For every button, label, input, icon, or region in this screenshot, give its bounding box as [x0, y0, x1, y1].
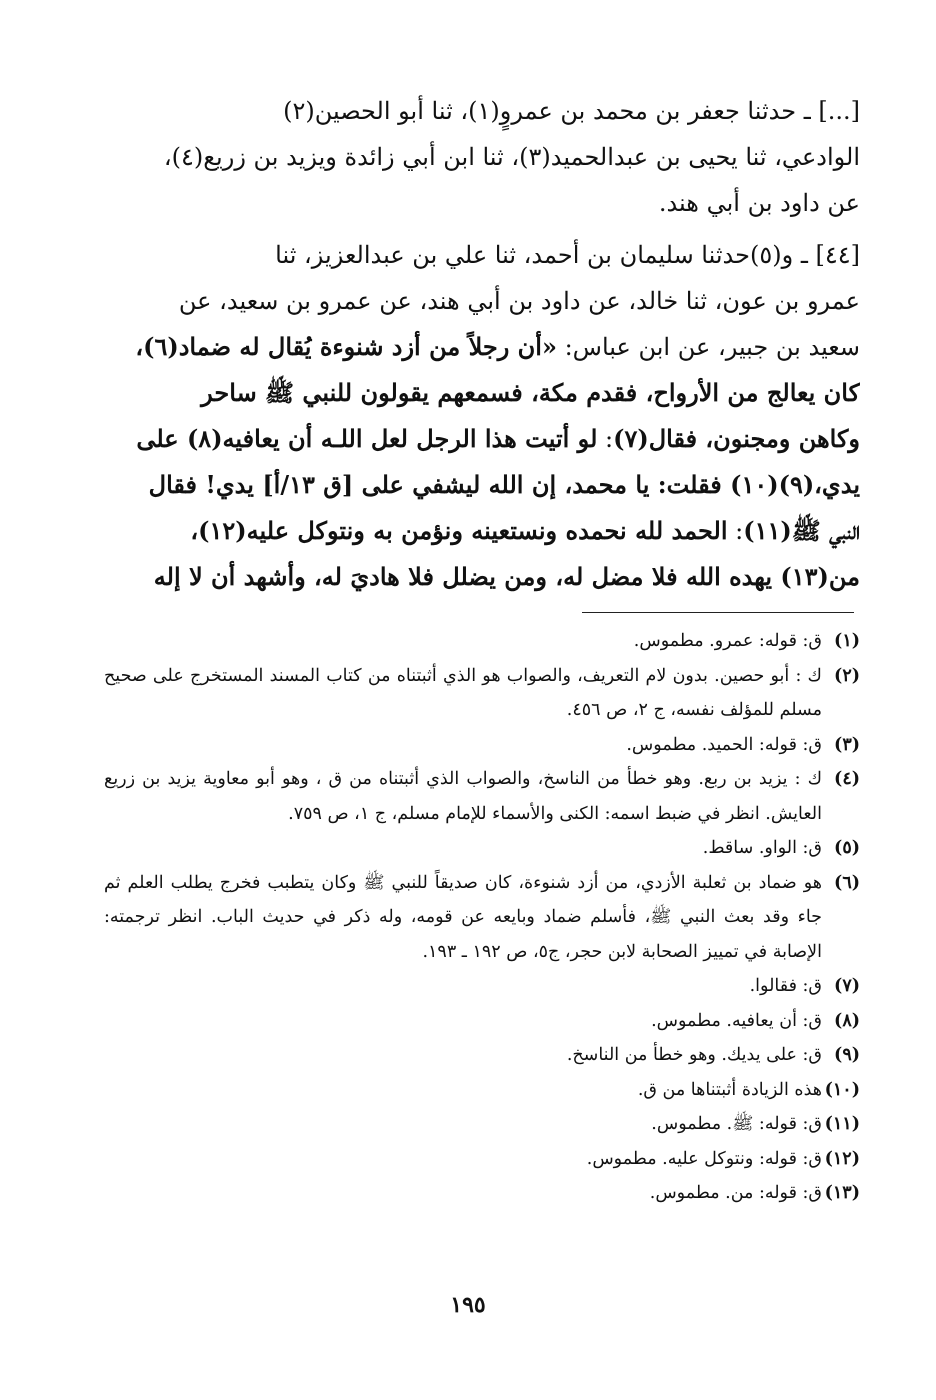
- footnote: [104, 1038, 860, 1073]
- footnote-text: ق: أن يعافيه. مطموس.: [651, 1010, 822, 1031]
- footnote-number: (٣): [834, 734, 860, 755]
- footnote-text: ق: فقالوا.: [749, 976, 822, 996]
- footnotes: [104, 624, 860, 1211]
- footnote: [104, 1073, 860, 1108]
- text-line: [104, 416, 860, 462]
- paragraph-hadith-44: [104, 232, 860, 600]
- footnote: [104, 728, 860, 763]
- text-line: [104, 324, 860, 370]
- footnote: [104, 624, 860, 659]
- footnote-text: ق: قوله: عمرو. مطموس.: [633, 631, 822, 651]
- main-text: [104, 88, 860, 606]
- matn-line: من(١٣) يهده الله فلا مضل له، ومن يضلل فلا هاديَ له، وأشهد أن لا إله: [153, 562, 860, 591]
- footnote: [104, 969, 860, 1004]
- footnote-number: (٦): [834, 872, 860, 893]
- footnote: [104, 762, 860, 831]
- footnote-text: ق: قوله: ونتوكل عليه. مطموس.: [586, 1148, 822, 1169]
- text-line: الوادعي، ثنا يحيى بن عبدالحميد(٣)، ثنا ابن أبي زائدة ويزيد بن زريع(٤)،: [163, 143, 860, 171]
- footnote: [104, 1176, 860, 1211]
- footnote-text: ق: قوله: ﷺ. مطموس.: [651, 1114, 822, 1134]
- footnote-number: (٧): [834, 976, 860, 996]
- footnote-number: (٤): [834, 769, 860, 789]
- paragraph-1: [104, 88, 860, 226]
- matn-line: يدي،(٩)(١٠) فقلت: يا محمد، إن الله ليشفي على [ق ١٣/أ] يدي! فقال: [148, 470, 860, 499]
- matn-text: الحمد لله نحمده ونستعينه ونؤمن به ونتوكل عليه(١٢)،: [190, 516, 728, 545]
- footnote-number: (١١): [824, 1114, 860, 1134]
- footnote: [104, 831, 860, 866]
- matn-text: وكاهن ومجنون، فقال(٧): [613, 424, 860, 453]
- footnote-number: (٥): [834, 838, 860, 858]
- footnote: [104, 1107, 860, 1142]
- text-line: عمرو بن عون، ثنا خالد، عن داود بن أبي هند، عن عمرو بن سعيد، عن: [178, 287, 860, 315]
- footnote: [104, 1142, 860, 1177]
- footnote-text: ك : يزيد بن ربع. وهو خطأ من الناسخ، والصواب الذي أثبتناه من ق ، وهو أبو معاوية يزيد بن زريع العايش. انظر في ضبط اسمه: الكنى والأسماء للإمام مسلم، ج ١، ص ٧٥٩.: [104, 769, 822, 824]
- footnote-number: (٢): [834, 665, 860, 686]
- footnote-text: ق: الواو. ساقط.: [702, 838, 822, 858]
- punctuation: :: [727, 517, 744, 545]
- footnote-number: (١): [834, 631, 860, 651]
- matn-text: «أن رجلاً من أزد شنوءة يُقال له ضماد(٦)،: [135, 332, 557, 361]
- footnote-text: ك : أبو حصين. بدون لام التعريف، والصواب هو الذي أثبتناه من كتاب المسند المستخرج على صحيح مسلم للمؤلف نفسه، ج ٢، ص ٤٥٦.: [104, 665, 822, 720]
- matn-line: كان يعالج من الأرواح، فقدم مكة، فسمعهم يقولون للنبي ﷺ ساحر: [201, 378, 860, 407]
- footnote: [104, 659, 860, 728]
- footnote-number: (١٣): [824, 1183, 860, 1203]
- punctuation: :: [597, 425, 614, 453]
- matn-text: النبي ﷺ(١١): [743, 516, 860, 545]
- footnote: [104, 1004, 860, 1039]
- footnote-separator: [582, 612, 854, 613]
- footnote-text: ق: قوله: الحميد. مطموس.: [626, 734, 822, 755]
- footnote: [104, 866, 860, 970]
- text-line: عن داود بن أبي هند.: [658, 189, 860, 217]
- footnote-number: (٩): [834, 1045, 860, 1065]
- footnote-text: ق: قوله: من. مطموس.: [649, 1183, 822, 1203]
- page-number: ١٩٥: [450, 1292, 486, 1318]
- matn-text: لو أتيت هذا الرجل لعل اللـه أن يعافيه(٨) على: [136, 424, 598, 453]
- footnote-text: ق: على يديك. وهو خطأ من الناسخ.: [566, 1045, 822, 1065]
- footnote-text: هذه الزيادة أثبتناها من ق.: [637, 1079, 822, 1100]
- text-line: [...] ـ حدثنا جعفر بن محمد بن عمروٍ(١)، ثنا أبو الحصين(٢): [283, 97, 860, 125]
- text-line: [104, 508, 860, 554]
- footnote-number: (١٠): [824, 1079, 860, 1100]
- isnad-text: سعيد بن جبير، عن ابن عباس:: [556, 333, 860, 361]
- footnote-number: (١٢): [824, 1148, 860, 1169]
- text-line: [٤٤] ـ و(٥)حدثنا سليمان بن أحمد، ثنا علي بن عبدالعزيز، ثنا: [275, 241, 860, 269]
- footnote-number: (٨): [834, 1010, 860, 1031]
- footnote-text: هو ضماد بن ثعلبة الأزدي، من أزد شنوءة، كان صديقاً للنبي ﷺ وكان يتطبب فخرج يطلب العلم ثم جاء وقد بعث النبي ﷺ، فأسلم ضماد وبايعه عن قومه، وله ذكر في حديث الباب. انظر ترجمته: الإصابة في تمييز الصحابة لابن حجر، ج٥، ص ١٩٢ ـ ١٩٣.: [104, 872, 822, 962]
